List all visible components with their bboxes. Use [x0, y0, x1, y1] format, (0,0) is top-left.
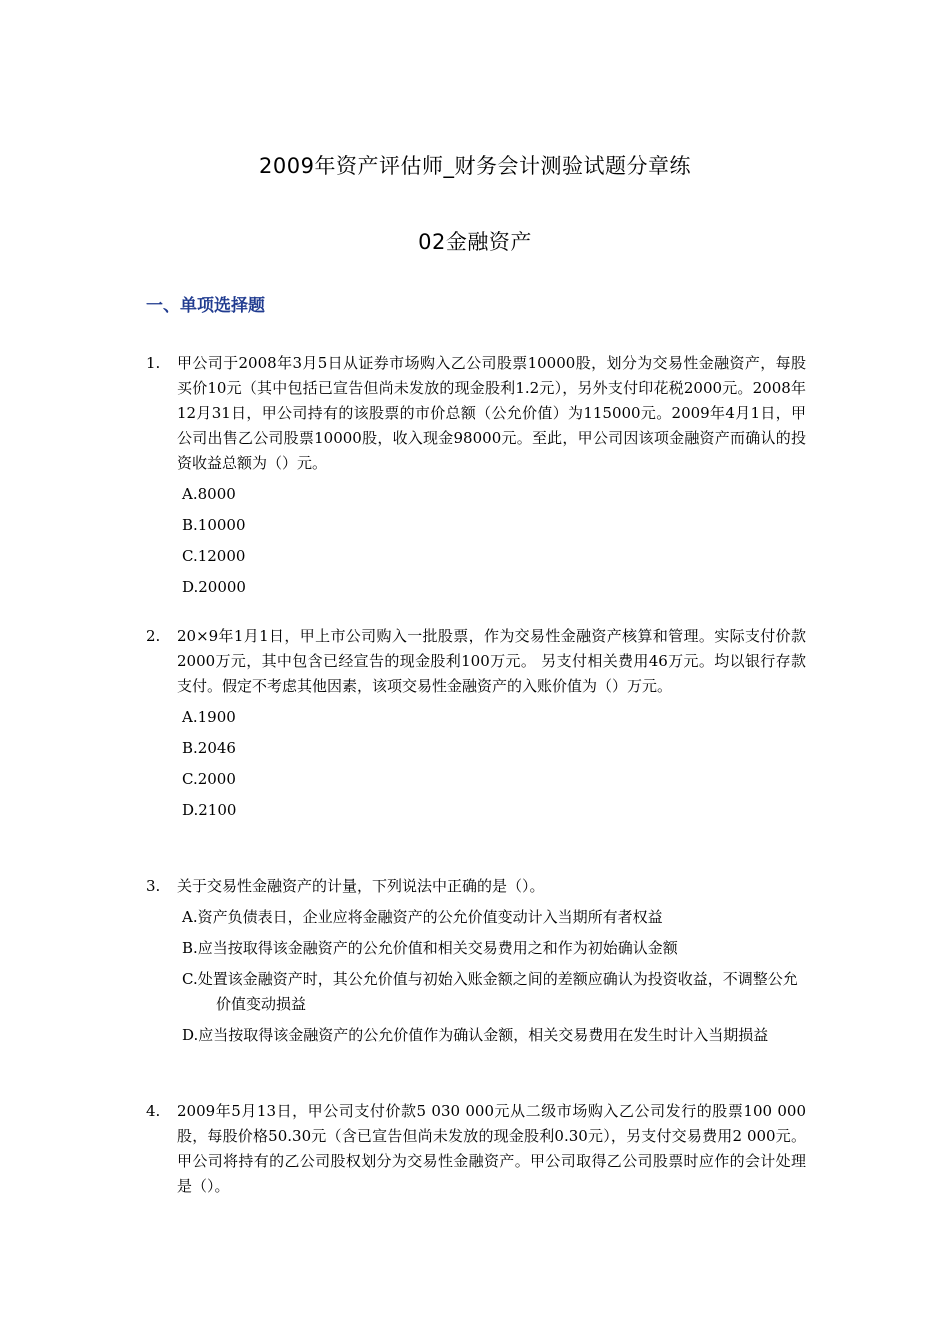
option-list: [182, 905, 806, 1048]
question-number: 4.: [146, 1102, 161, 1120]
question-1: [146, 351, 806, 606]
question-4: [146, 1099, 806, 1199]
option-c: C.2000: [182, 770, 236, 788]
question-2: [146, 624, 806, 829]
section-heading: 一、单项选择题: [146, 296, 265, 316]
option-a: A.1900: [182, 708, 236, 726]
document-title: 2009年资产评估师_财务会计测验试题分章练: [259, 154, 691, 178]
option-b: B.10000: [182, 516, 246, 534]
question-text: 2009年5月13日，甲公司支付价款5 030 000元从二级市场购入乙公司发行的股票100 000股，每股价格50.30元（含已宣告但尚未发放的现金股利0.30元），另支付交易费用2 000元。甲公司将持有的乙公司股权划分为交易性金融资产。甲公司取得乙公司股票时应作的会计处理是（）。: [177, 1102, 806, 1195]
question-number: 2.: [146, 627, 161, 645]
option-c: C.处置该金融资产时，其公允价值与初始入账金额之间的差额应确认为投资收益，不调整公允价值变动损益: [182, 970, 798, 1013]
option-d: D.应当按取得该金融资产的公允价值作为确认金额，相关交易费用在发生时计入当期损益: [182, 1026, 769, 1044]
option-a: A.资产负债表日，企业应将金融资产的公允价值变动计入当期所有者权益: [182, 908, 663, 926]
question-number: 1.: [146, 354, 161, 372]
question-3: [146, 874, 806, 1054]
question-text: 甲公司于2008年3月5日从证券市场购入乙公司股票10000股，划分为交易性金融资产，每股买价10元（其中包括已宣告但尚未发放的现金股利1.2元），另外支付印花税2000元。2008年12月31日，甲公司持有的该股票的市价总额（公允价值）为115000元。2009年4月1日，甲公司出售乙公司股票10000股，收入现金98000元。至此，甲公司因该项金融资产而确认的投资收益总额为（）元。: [177, 354, 806, 472]
option-d: D.2100: [182, 801, 237, 819]
question-number: 3.: [146, 877, 161, 895]
option-a: A.8000: [182, 485, 236, 503]
option-c: C.12000: [182, 547, 246, 565]
question-text: 20×9年1月1日，甲上市公司购入一批股票，作为交易性金融资产核算和管理。实际支付价款2000万元，其中包含已经宣告的现金股利100万元。 另支付相关费用46万元。均以银行存款支付。假定不考虑其他因素，该项交易性金融资产的入账价值为（）万元。: [177, 627, 806, 695]
option-d: D.20000: [182, 578, 246, 596]
document-subtitle: 02金融资产: [418, 230, 532, 254]
option-list: [182, 705, 806, 823]
option-b: B.2046: [182, 739, 236, 757]
option-b: B.应当按取得该金融资产的公允价值和相关交易费用之和作为初始确认金额: [182, 939, 678, 957]
question-text: 关于交易性金融资产的计量，下列说法中正确的是（）。: [177, 877, 545, 895]
option-list: [182, 482, 806, 600]
